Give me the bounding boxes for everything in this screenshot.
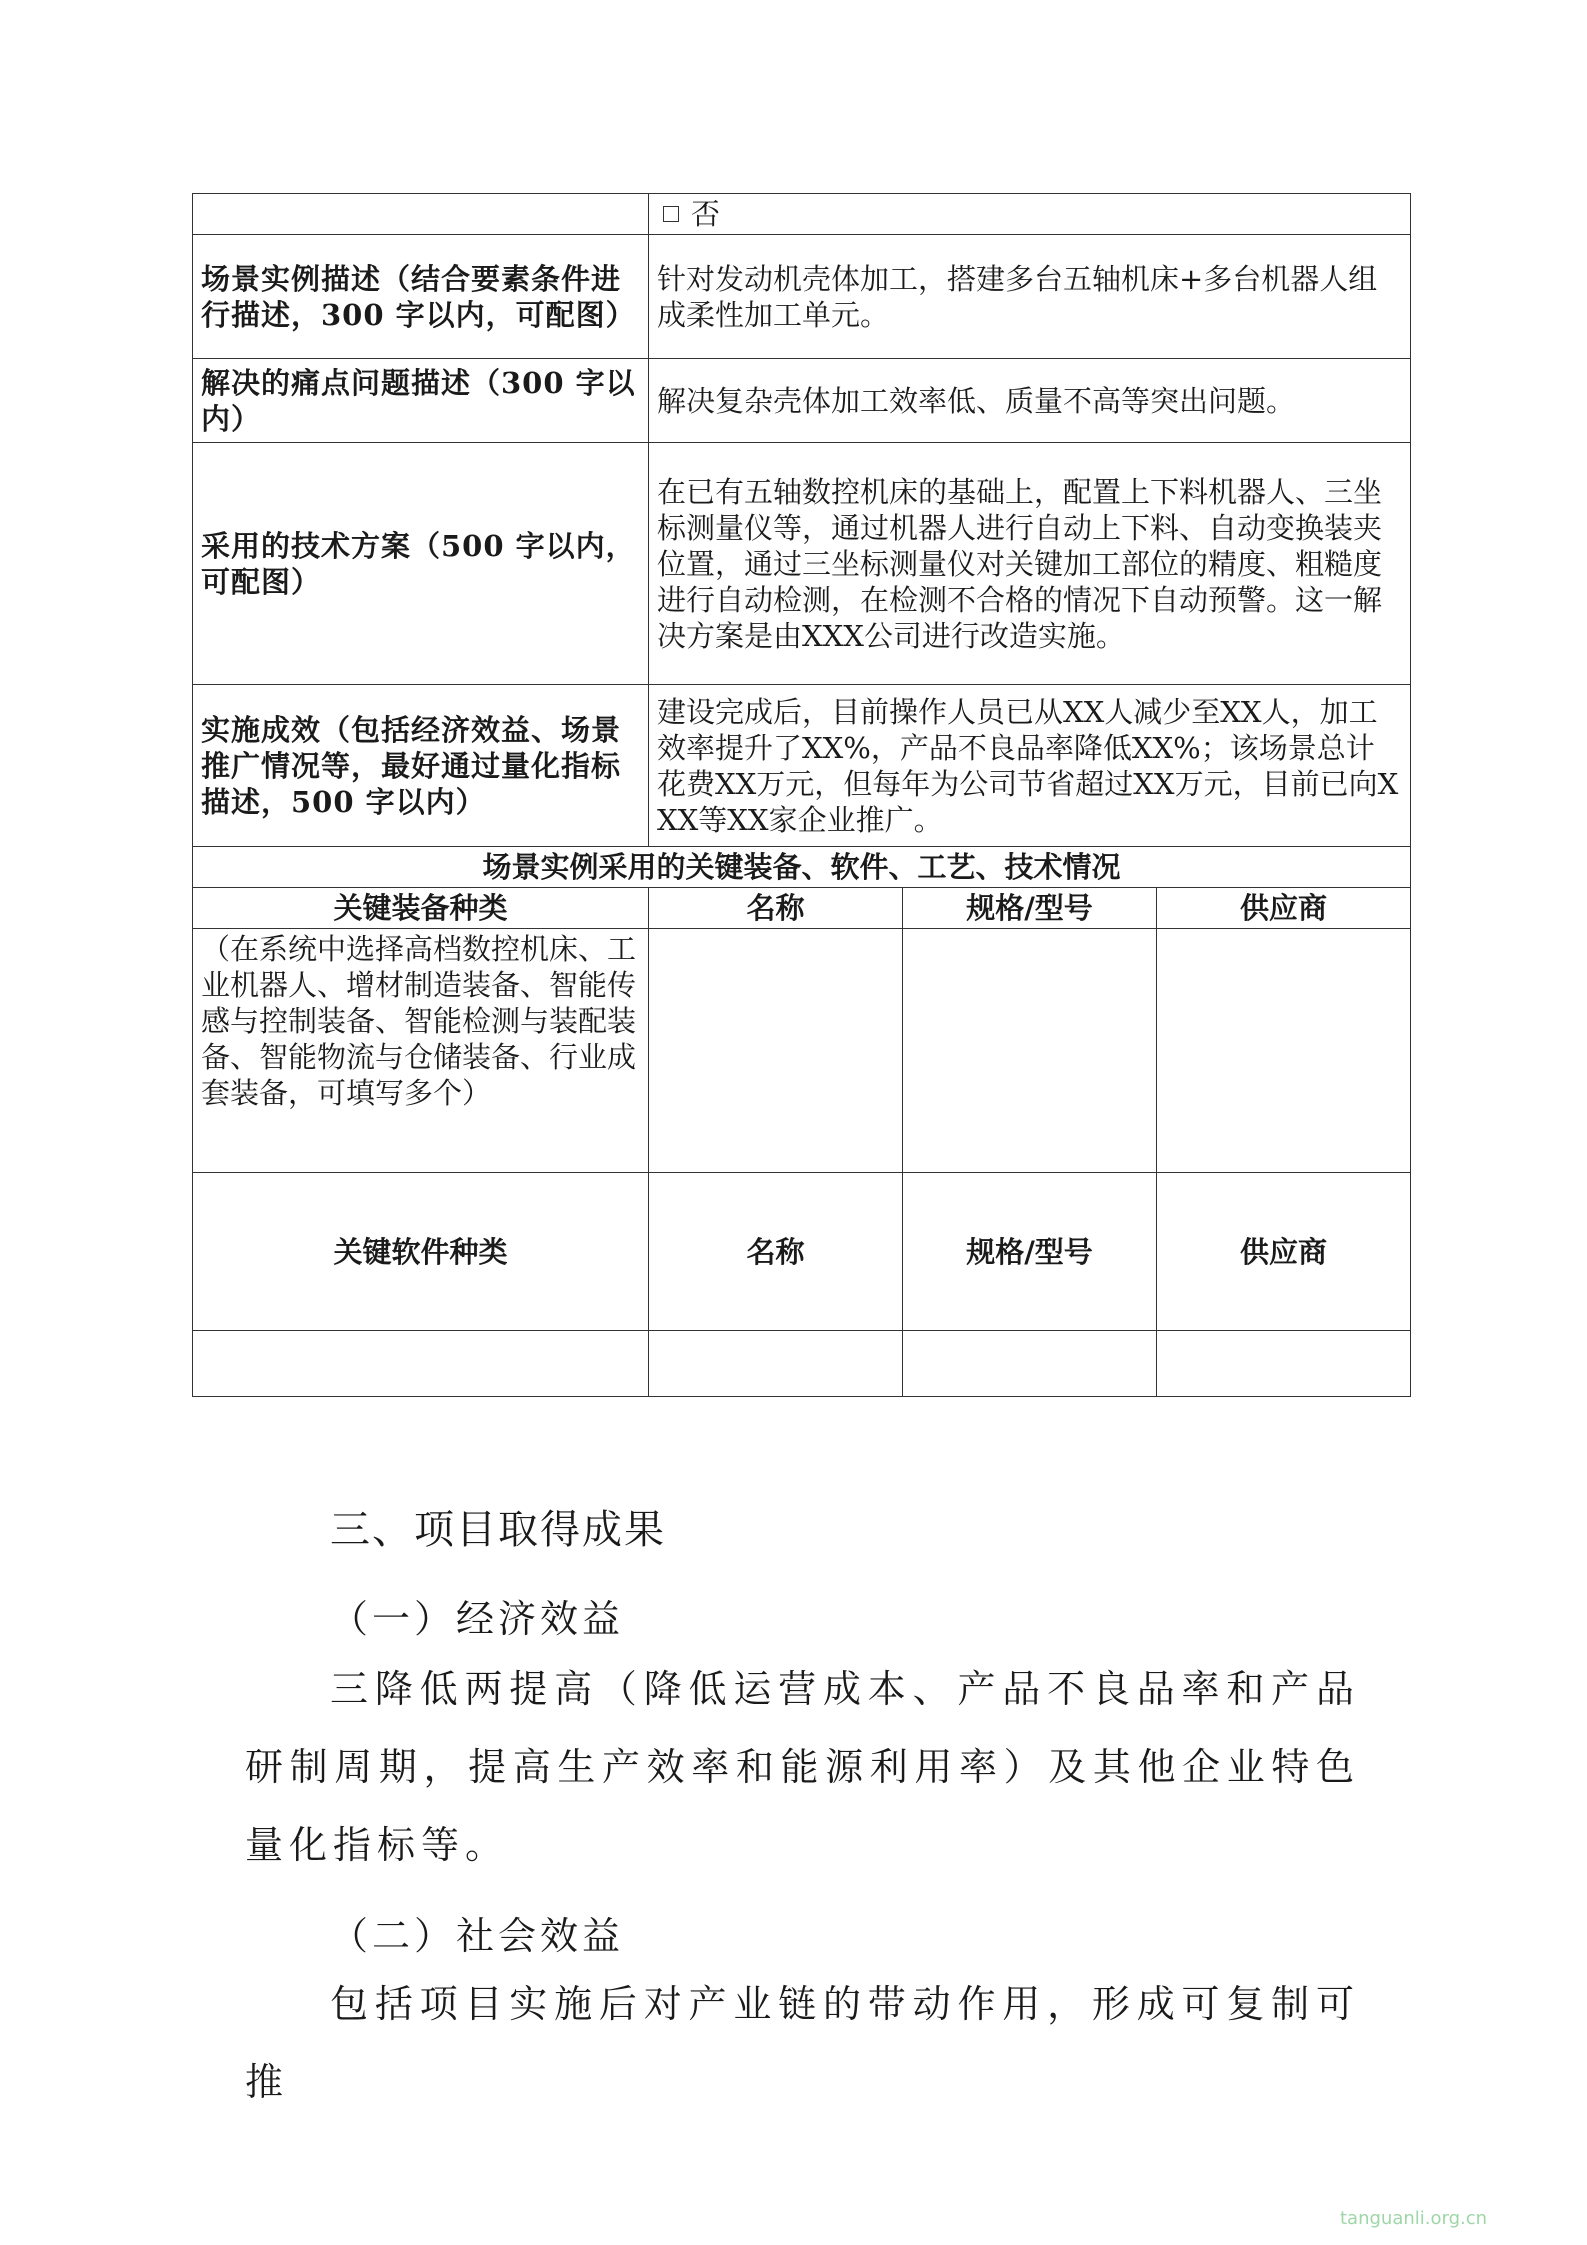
soft-name-cell[interactable] bbox=[649, 1331, 903, 1397]
soft-supplier-cell[interactable] bbox=[1157, 1331, 1411, 1397]
section3-sub1: （一）经济效益 bbox=[330, 1597, 625, 1641]
checkbox-no-label: 否 bbox=[691, 197, 721, 231]
table-row bbox=[193, 235, 1411, 359]
soft-type-cell[interactable] bbox=[193, 1331, 649, 1397]
table-row bbox=[193, 443, 1411, 685]
scene-desc-value: 针对发动机壳体加工，搭建多台五轴机床+多台机器人组成柔性加工单元。 bbox=[649, 235, 1411, 359]
section3-title: 三、项目取得成果 bbox=[330, 1507, 666, 1553]
section3-para1: 三降低两提高（降低运营成本、产品不良品率和产品研制周期，提高生产效率和能源利用率）及其他企业特色量化指标等。 bbox=[245, 1667, 1360, 1867]
soft-spec-cell[interactable] bbox=[903, 1331, 1157, 1397]
table-row bbox=[193, 929, 1411, 1173]
equip-hint: （在系统中选择高档数控机床、工业机器人、增材制造装备、智能传感与控制装备、智能检测与装配装备、智能物流与仓储装备、行业成套装备，可填写多个） bbox=[193, 929, 649, 1173]
checkbox-no-cell bbox=[649, 194, 1411, 235]
equip-spec-cell[interactable] bbox=[903, 929, 1157, 1173]
table-row bbox=[193, 888, 1411, 929]
pain-label: 解决的痛点问题描述（300 字以内） bbox=[193, 359, 649, 443]
equip-name-header: 名称 bbox=[649, 888, 903, 929]
table-row bbox=[193, 685, 1411, 847]
equip-supplier-header: 供应商 bbox=[1157, 888, 1411, 929]
section3-para2: 包括项目实施后对产业链的带动作用，形成可复制可推 bbox=[245, 1982, 1360, 2104]
effect-value: 建设完成后，目前操作人员已从XX人减少至XX人，加工效率提升了XX%，产品不良品率降低XX%；该场景总计花费XX万元，但每年为公司节省超过XX万元，目前已向XXX等XX家企业推广。 bbox=[649, 685, 1411, 847]
scene-desc-label: 场景实例描述（结合要素条件进行描述，300 字以内，可配图） bbox=[193, 235, 649, 359]
checkbox-icon[interactable] bbox=[663, 206, 679, 222]
tech-label: 采用的技术方案（500 字以内，可配图） bbox=[193, 443, 649, 685]
watermark: tanguanli.org.cn bbox=[1340, 2208, 1488, 2229]
equip-supplier-cell[interactable] bbox=[1157, 929, 1411, 1173]
table-row bbox=[193, 847, 1411, 888]
section-title: 场景实例采用的关键装备、软件、工艺、技术情况 bbox=[193, 847, 1411, 888]
table-row bbox=[193, 359, 1411, 443]
soft-supplier-header: 供应商 bbox=[1157, 1173, 1411, 1331]
section3-sub2: （二）社会效益 bbox=[330, 1914, 625, 1958]
soft-spec-header: 规格/型号 bbox=[903, 1173, 1157, 1331]
table-row bbox=[193, 194, 1411, 235]
empty-cell bbox=[193, 194, 649, 235]
effect-label: 实施成效（包括经济效益、场景推广情况等，最好通过量化指标描述，500 字以内） bbox=[193, 685, 649, 847]
tech-value: 在已有五轴数控机床的基础上，配置上下料机器人、三坐标测量仪等，通过机器人进行自动上下料、自动变换装夹位置，通过三坐标测量仪对关键加工部位的精度、粗糙度进行自动检测，在检测不合格的情况下自动预警。这一解决方案是由XXX公司进行改造实施。 bbox=[649, 443, 1411, 685]
equip-spec-header: 规格/型号 bbox=[903, 888, 1157, 929]
equip-type-header: 关键装备种类 bbox=[193, 888, 649, 929]
scene-form-table bbox=[192, 193, 1411, 1397]
table-row bbox=[193, 1173, 1411, 1331]
pain-value: 解决复杂壳体加工效率低、质量不高等突出问题。 bbox=[649, 359, 1411, 443]
soft-name-header: 名称 bbox=[649, 1173, 903, 1331]
soft-type-header: 关键软件种类 bbox=[193, 1173, 649, 1331]
table-row bbox=[193, 1331, 1411, 1397]
equip-name-cell[interactable] bbox=[649, 929, 903, 1173]
